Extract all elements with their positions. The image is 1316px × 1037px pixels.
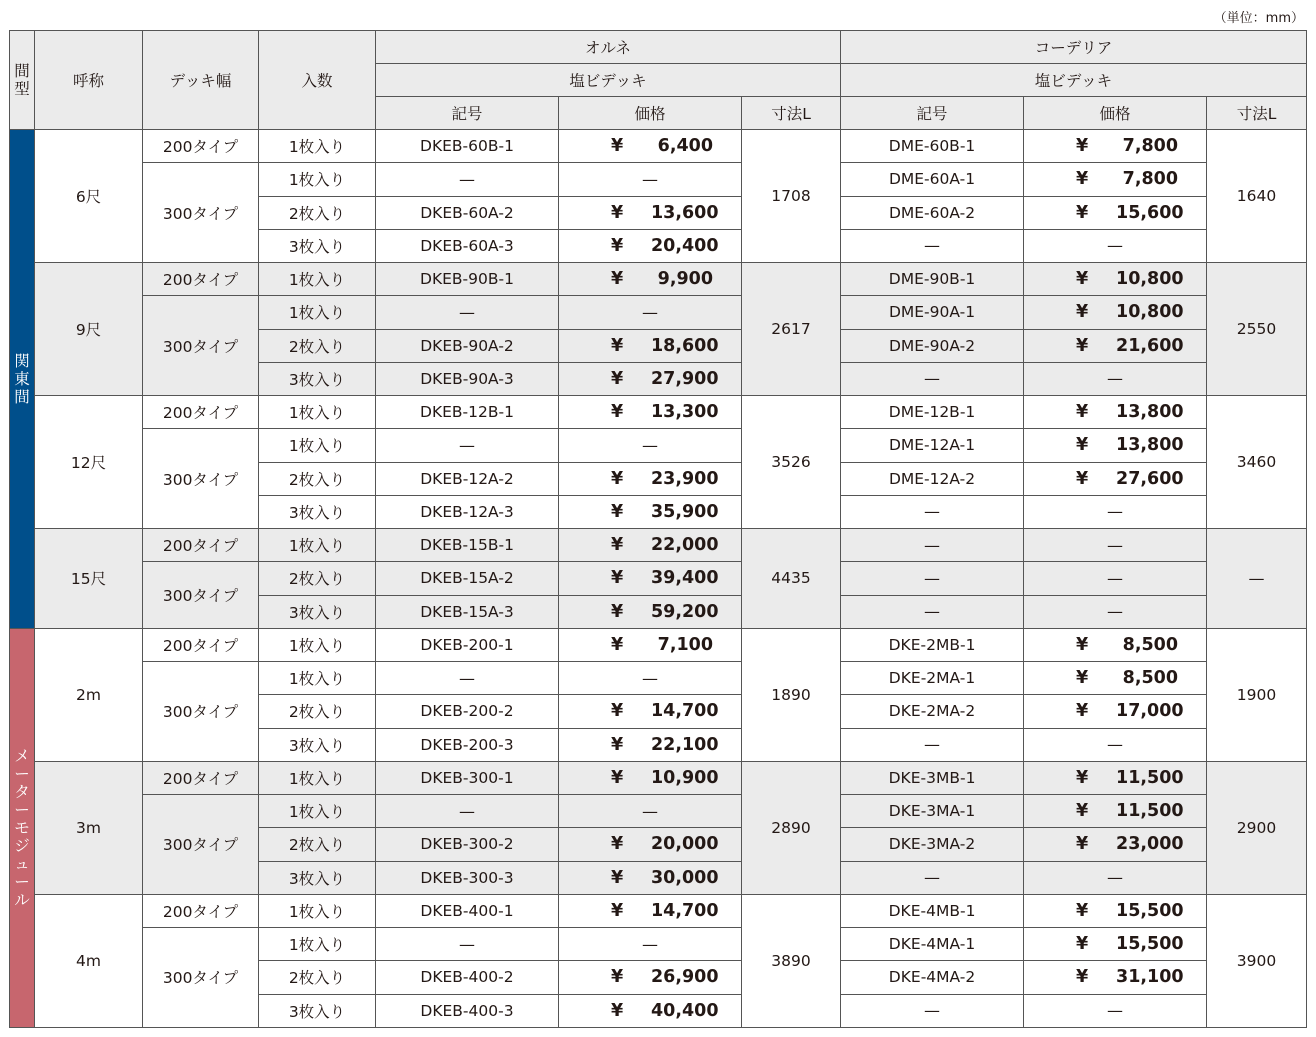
price-value: 17,000 <box>1116 701 1184 722</box>
yen-symbol: ¥ <box>611 136 624 157</box>
length-orne: 3890 <box>742 894 841 1027</box>
price-cell <box>1024 196 1207 229</box>
yen-symbol: ¥ <box>611 235 624 256</box>
header-price-a: 価格 <box>559 97 742 130</box>
price-cell <box>1024 961 1207 994</box>
code-orne: DKEB-90A-2 <box>376 329 559 362</box>
code-cordelia: DKE-3MB-1 <box>841 761 1024 794</box>
header-price-b: 価格 <box>1024 97 1207 130</box>
code-orne: DKEB-300-1 <box>376 761 559 794</box>
price-value: 59,200 <box>651 601 719 622</box>
price-value: 10,800 <box>1116 302 1184 323</box>
price-cell <box>559 828 742 861</box>
price-value: 7,800 <box>1122 169 1179 190</box>
code-cordelia: — <box>841 994 1024 1027</box>
yen-symbol: ¥ <box>1076 468 1089 489</box>
price-cell: — <box>559 296 742 329</box>
price-cell <box>1024 462 1207 495</box>
price-value: 30,000 <box>651 867 719 888</box>
header-maker-cordelia: コーデリア <box>841 31 1307 64</box>
nominal-size: 15尺 <box>35 529 143 629</box>
code-orne: DKEB-60A-2 <box>376 196 559 229</box>
yen-symbol: ¥ <box>611 701 624 722</box>
price-cell <box>559 462 742 495</box>
price-value: 26,900 <box>651 967 719 988</box>
quantity: 1枚入り <box>259 761 376 794</box>
yen-symbol: ¥ <box>611 734 624 755</box>
group-label-meter-module <box>10 628 35 1027</box>
nominal-size: 3m <box>35 761 143 894</box>
price-cell <box>559 861 742 894</box>
quantity: 1枚入り <box>259 296 376 329</box>
quantity: 2枚入り <box>259 695 376 728</box>
price-cell <box>559 329 742 362</box>
price-cell: — <box>559 795 742 828</box>
price-cell: — <box>1024 562 1207 595</box>
price-value: 27,600 <box>1116 468 1184 489</box>
yen-symbol: ¥ <box>1076 701 1089 722</box>
price-cell <box>1024 628 1207 661</box>
yen-symbol: ¥ <box>611 535 624 556</box>
code-cordelia: DKE-2MA-2 <box>841 695 1024 728</box>
quantity: 3枚入り <box>259 994 376 1027</box>
code-cordelia: DME-12A-2 <box>841 462 1024 495</box>
yen-symbol: ¥ <box>611 568 624 589</box>
code-cordelia: — <box>841 861 1024 894</box>
yen-symbol: ¥ <box>611 1000 624 1021</box>
price-cell <box>1024 695 1207 728</box>
yen-symbol: ¥ <box>611 269 624 290</box>
yen-symbol: ¥ <box>1076 967 1089 988</box>
quantity: 3枚入り <box>259 861 376 894</box>
quantity: 2枚入り <box>259 961 376 994</box>
price-value: 20,400 <box>651 235 719 256</box>
table-row <box>10 263 1307 296</box>
yen-symbol: ¥ <box>611 967 624 988</box>
quantity: 2枚入り <box>259 196 376 229</box>
header-code-a: 記号 <box>376 97 559 130</box>
deck-type: 300タイプ <box>143 429 259 529</box>
price-cell <box>559 263 742 296</box>
price-value: 35,900 <box>651 501 719 522</box>
code-cordelia: DKE-2MB-1 <box>841 628 1024 661</box>
code-cordelia: DME-12A-1 <box>841 429 1024 462</box>
code-orne: — <box>376 429 559 462</box>
yen-symbol: ¥ <box>1076 335 1089 356</box>
table-row <box>10 396 1307 429</box>
quantity: 1枚入り <box>259 628 376 661</box>
length-orne: 1708 <box>742 130 841 263</box>
quantity: 1枚入り <box>259 662 376 695</box>
nominal-size: 9尺 <box>35 263 143 396</box>
quantity: 1枚入り <box>259 163 376 196</box>
nominal-size: 6尺 <box>35 130 143 263</box>
price-value: 13,800 <box>1116 402 1184 423</box>
quantity: 2枚入り <box>259 462 376 495</box>
group-label-kanto <box>10 130 35 629</box>
quantity: 1枚入り <box>259 429 376 462</box>
table-row <box>10 628 1307 661</box>
price-cell <box>559 495 742 528</box>
code-orne: DKEB-12B-1 <box>376 396 559 429</box>
price-value: 13,800 <box>1116 435 1184 456</box>
price-cell: — <box>1024 861 1207 894</box>
price-cell <box>559 396 742 429</box>
code-cordelia: DME-60A-2 <box>841 196 1024 229</box>
price-value: 22,000 <box>651 535 719 556</box>
code-cordelia: DME-90A-1 <box>841 296 1024 329</box>
price-cell <box>1024 130 1207 163</box>
price-value: 18,600 <box>651 335 719 356</box>
table-row <box>10 529 1307 562</box>
code-orne: — <box>376 662 559 695</box>
code-orne: DKEB-15B-1 <box>376 529 559 562</box>
yen-symbol: ¥ <box>611 335 624 356</box>
header-length-b: 寸法L <box>1207 97 1307 130</box>
price-cell <box>559 562 742 595</box>
price-value: 21,600 <box>1116 335 1184 356</box>
length-cordelia: 2900 <box>1207 761 1307 894</box>
nominal-size: 4m <box>35 894 143 1027</box>
price-cell <box>559 695 742 728</box>
price-cell: — <box>1024 362 1207 395</box>
deck-type: 200タイプ <box>143 894 259 927</box>
price-value: 13,600 <box>651 202 719 223</box>
length-cordelia: 3900 <box>1207 894 1307 1027</box>
group-label-text: 関東間 <box>14 351 30 406</box>
code-cordelia: — <box>841 495 1024 528</box>
price-value: 8,500 <box>1122 668 1179 689</box>
price-cell: — <box>1024 994 1207 1027</box>
code-cordelia: — <box>841 562 1024 595</box>
length-orne: 1890 <box>742 628 841 761</box>
quantity: 1枚入り <box>259 795 376 828</box>
price-value: 13,300 <box>651 402 719 423</box>
yen-symbol: ¥ <box>1076 801 1089 822</box>
price-value: 22,100 <box>651 734 719 755</box>
deck-type: 200タイプ <box>143 529 259 562</box>
yen-symbol: ¥ <box>1076 435 1089 456</box>
nominal-size: 2m <box>35 628 143 761</box>
header-deck-width: デッキ幅 <box>143 31 259 130</box>
length-cordelia: 1900 <box>1207 628 1307 761</box>
quantity: 1枚入り <box>259 928 376 961</box>
code-orne: DKEB-200-3 <box>376 728 559 761</box>
price-cell: — <box>1024 529 1207 562</box>
code-orne: DKEB-15A-2 <box>376 562 559 595</box>
code-cordelia: DME-90B-1 <box>841 263 1024 296</box>
quantity: 1枚入り <box>259 263 376 296</box>
quantity: 2枚入り <box>259 329 376 362</box>
code-orne: — <box>376 795 559 828</box>
price-value: 10,800 <box>1116 269 1184 290</box>
price-cell <box>1024 263 1207 296</box>
price-cell <box>559 196 742 229</box>
table-row <box>10 761 1307 794</box>
price-cell <box>1024 894 1207 927</box>
yen-symbol: ¥ <box>1076 169 1089 190</box>
price-cell <box>559 961 742 994</box>
quantity: 1枚入り <box>259 529 376 562</box>
code-cordelia: — <box>841 229 1024 262</box>
code-orne: DKEB-15A-3 <box>376 595 559 628</box>
price-cell: — <box>559 928 742 961</box>
table-header <box>10 31 1307 130</box>
deck-type: 200タイプ <box>143 263 259 296</box>
table-row <box>10 296 1307 329</box>
code-orne: DKEB-400-2 <box>376 961 559 994</box>
price-cell <box>1024 396 1207 429</box>
price-cell <box>559 529 742 562</box>
deck-type: 300タイプ <box>143 296 259 396</box>
code-orne: DKEB-12A-2 <box>376 462 559 495</box>
length-cordelia: — <box>1207 529 1307 629</box>
yen-symbol: ¥ <box>611 601 624 622</box>
yen-symbol: ¥ <box>1076 136 1089 157</box>
table-row <box>10 894 1307 927</box>
price-cell <box>1024 828 1207 861</box>
deck-type: 200タイプ <box>143 628 259 661</box>
yen-symbol: ¥ <box>611 900 624 921</box>
price-value: 40,400 <box>651 1000 719 1021</box>
price-cell <box>559 595 742 628</box>
price-value: 15,500 <box>1116 900 1184 921</box>
price-value: 9,900 <box>657 269 713 290</box>
yen-symbol: ¥ <box>611 867 624 888</box>
table-row <box>10 429 1307 462</box>
price-value: 7,800 <box>1122 136 1179 157</box>
price-cell <box>1024 163 1207 196</box>
yen-symbol: ¥ <box>611 468 624 489</box>
price-cell: — <box>1024 495 1207 528</box>
table-row <box>10 795 1307 828</box>
length-orne: 4435 <box>742 529 841 629</box>
length-cordelia: 3460 <box>1207 396 1307 529</box>
table-row <box>10 662 1307 695</box>
quantity: 3枚入り <box>259 362 376 395</box>
price-cell: — <box>559 429 742 462</box>
code-cordelia: DKE-4MB-1 <box>841 894 1024 927</box>
code-cordelia: DKE-3MA-1 <box>841 795 1024 828</box>
code-cordelia: DKE-3MA-2 <box>841 828 1024 861</box>
price-value: 14,700 <box>651 900 719 921</box>
code-cordelia: DME-60A-1 <box>841 163 1024 196</box>
deck-type: 300タイプ <box>143 163 259 263</box>
yen-symbol: ¥ <box>1076 269 1089 290</box>
price-cell: — <box>559 662 742 695</box>
quantity: 3枚入り <box>259 229 376 262</box>
price-value: 31,100 <box>1116 967 1184 988</box>
yen-symbol: ¥ <box>611 834 624 855</box>
price-value: 15,500 <box>1116 934 1184 955</box>
quantity: 3枚入り <box>259 728 376 761</box>
code-cordelia: — <box>841 529 1024 562</box>
price-value: 15,600 <box>1116 202 1184 223</box>
table-body <box>10 130 1307 1028</box>
price-cell <box>559 761 742 794</box>
code-orne: DKEB-300-3 <box>376 861 559 894</box>
table-row <box>10 928 1307 961</box>
header-ma: 間型 <box>10 31 35 130</box>
code-cordelia: — <box>841 728 1024 761</box>
header-maker-orne: オルネ <box>376 31 841 64</box>
yen-symbol: ¥ <box>611 202 624 223</box>
deck-type: 200タイプ <box>143 761 259 794</box>
price-value: 20,000 <box>651 834 719 855</box>
code-orne: — <box>376 928 559 961</box>
code-orne: — <box>376 296 559 329</box>
header-nominal: 呼称 <box>35 31 143 130</box>
quantity: 1枚入り <box>259 894 376 927</box>
yen-symbol: ¥ <box>611 402 624 423</box>
deck-type: 300タイプ <box>143 562 259 629</box>
yen-symbol: ¥ <box>1076 767 1089 788</box>
code-cordelia: DKE-2MA-1 <box>841 662 1024 695</box>
price-cell: — <box>1024 229 1207 262</box>
header-code-b: 記号 <box>841 97 1024 130</box>
price-value: 6,400 <box>657 136 713 157</box>
code-cordelia: DME-90A-2 <box>841 329 1024 362</box>
code-orne: DKEB-200-1 <box>376 628 559 661</box>
code-orne: DKEB-60A-3 <box>376 229 559 262</box>
code-cordelia: — <box>841 595 1024 628</box>
price-cell <box>559 994 742 1027</box>
price-value: 14,700 <box>651 701 719 722</box>
price-value: 23,900 <box>651 468 719 489</box>
price-cell <box>1024 928 1207 961</box>
price-value: 27,900 <box>651 368 719 389</box>
yen-symbol: ¥ <box>611 368 624 389</box>
code-orne: DKEB-90B-1 <box>376 263 559 296</box>
price-value: 7,100 <box>657 634 713 655</box>
quantity: 1枚入り <box>259 130 376 163</box>
code-orne: DKEB-12A-3 <box>376 495 559 528</box>
yen-symbol: ¥ <box>1076 834 1089 855</box>
yen-symbol: ¥ <box>1076 934 1089 955</box>
group-label-text: メーターモジュール <box>14 746 30 909</box>
quantity: 3枚入り <box>259 595 376 628</box>
deck-type: 200タイプ <box>143 130 259 163</box>
code-orne: DKEB-400-3 <box>376 994 559 1027</box>
price-cell <box>1024 329 1207 362</box>
length-cordelia: 1640 <box>1207 130 1307 263</box>
price-cell <box>559 628 742 661</box>
price-cell <box>1024 429 1207 462</box>
price-value: 23,000 <box>1116 834 1184 855</box>
yen-symbol: ¥ <box>611 634 624 655</box>
price-cell: — <box>1024 728 1207 761</box>
code-cordelia: DME-60B-1 <box>841 130 1024 163</box>
price-value: 8,500 <box>1122 634 1179 655</box>
table-row <box>10 130 1307 163</box>
code-orne: DKEB-400-1 <box>376 894 559 927</box>
length-cordelia: 2550 <box>1207 263 1307 396</box>
table-row <box>10 163 1307 196</box>
nominal-size: 12尺 <box>35 396 143 529</box>
code-cordelia: DKE-4MA-2 <box>841 961 1024 994</box>
yen-symbol: ¥ <box>1076 900 1089 921</box>
price-cell <box>1024 795 1207 828</box>
price-cell <box>559 130 742 163</box>
code-orne: DKEB-200-2 <box>376 695 559 728</box>
unit-label: （単位：mm） <box>1213 11 1304 26</box>
price-value: 11,500 <box>1116 767 1184 788</box>
header-quantity: 入数 <box>259 31 376 130</box>
quantity: 2枚入り <box>259 828 376 861</box>
code-orne: DKEB-90A-3 <box>376 362 559 395</box>
price-table <box>9 30 1307 1028</box>
yen-symbol: ¥ <box>1076 668 1089 689</box>
price-cell <box>1024 761 1207 794</box>
quantity: 2枚入り <box>259 562 376 595</box>
price-cell <box>559 894 742 927</box>
yen-symbol: ¥ <box>1076 302 1089 323</box>
yen-symbol: ¥ <box>611 501 624 522</box>
code-cordelia: DME-12B-1 <box>841 396 1024 429</box>
code-orne: — <box>376 163 559 196</box>
quantity: 1枚入り <box>259 396 376 429</box>
yen-symbol: ¥ <box>1076 634 1089 655</box>
price-cell <box>1024 296 1207 329</box>
yen-symbol: ¥ <box>1076 202 1089 223</box>
yen-symbol: ¥ <box>1076 402 1089 423</box>
price-cell <box>559 229 742 262</box>
price-cell <box>559 728 742 761</box>
deck-type: 300タイプ <box>143 795 259 895</box>
yen-symbol: ¥ <box>611 767 624 788</box>
length-orne: 3526 <box>742 396 841 529</box>
code-cordelia: DKE-4MA-1 <box>841 928 1024 961</box>
code-cordelia: — <box>841 362 1024 395</box>
length-orne: 2617 <box>742 263 841 396</box>
header-material-a: 塩ビデッキ <box>376 64 841 97</box>
deck-type: 200タイプ <box>143 396 259 429</box>
price-cell <box>559 362 742 395</box>
price-value: 11,500 <box>1116 801 1184 822</box>
price-value: 39,400 <box>651 568 719 589</box>
price-cell: — <box>1024 595 1207 628</box>
code-orne: DKEB-60B-1 <box>376 130 559 163</box>
length-orne: 2890 <box>742 761 841 894</box>
price-cell: — <box>559 163 742 196</box>
header-length-a: 寸法L <box>742 97 841 130</box>
table-row <box>10 562 1307 595</box>
price-cell <box>1024 662 1207 695</box>
price-value: 10,900 <box>651 767 719 788</box>
deck-type: 300タイプ <box>143 928 259 1028</box>
code-orne: DKEB-300-2 <box>376 828 559 861</box>
quantity: 3枚入り <box>259 495 376 528</box>
deck-type: 300タイプ <box>143 662 259 762</box>
header-material-b: 塩ビデッキ <box>841 64 1307 97</box>
